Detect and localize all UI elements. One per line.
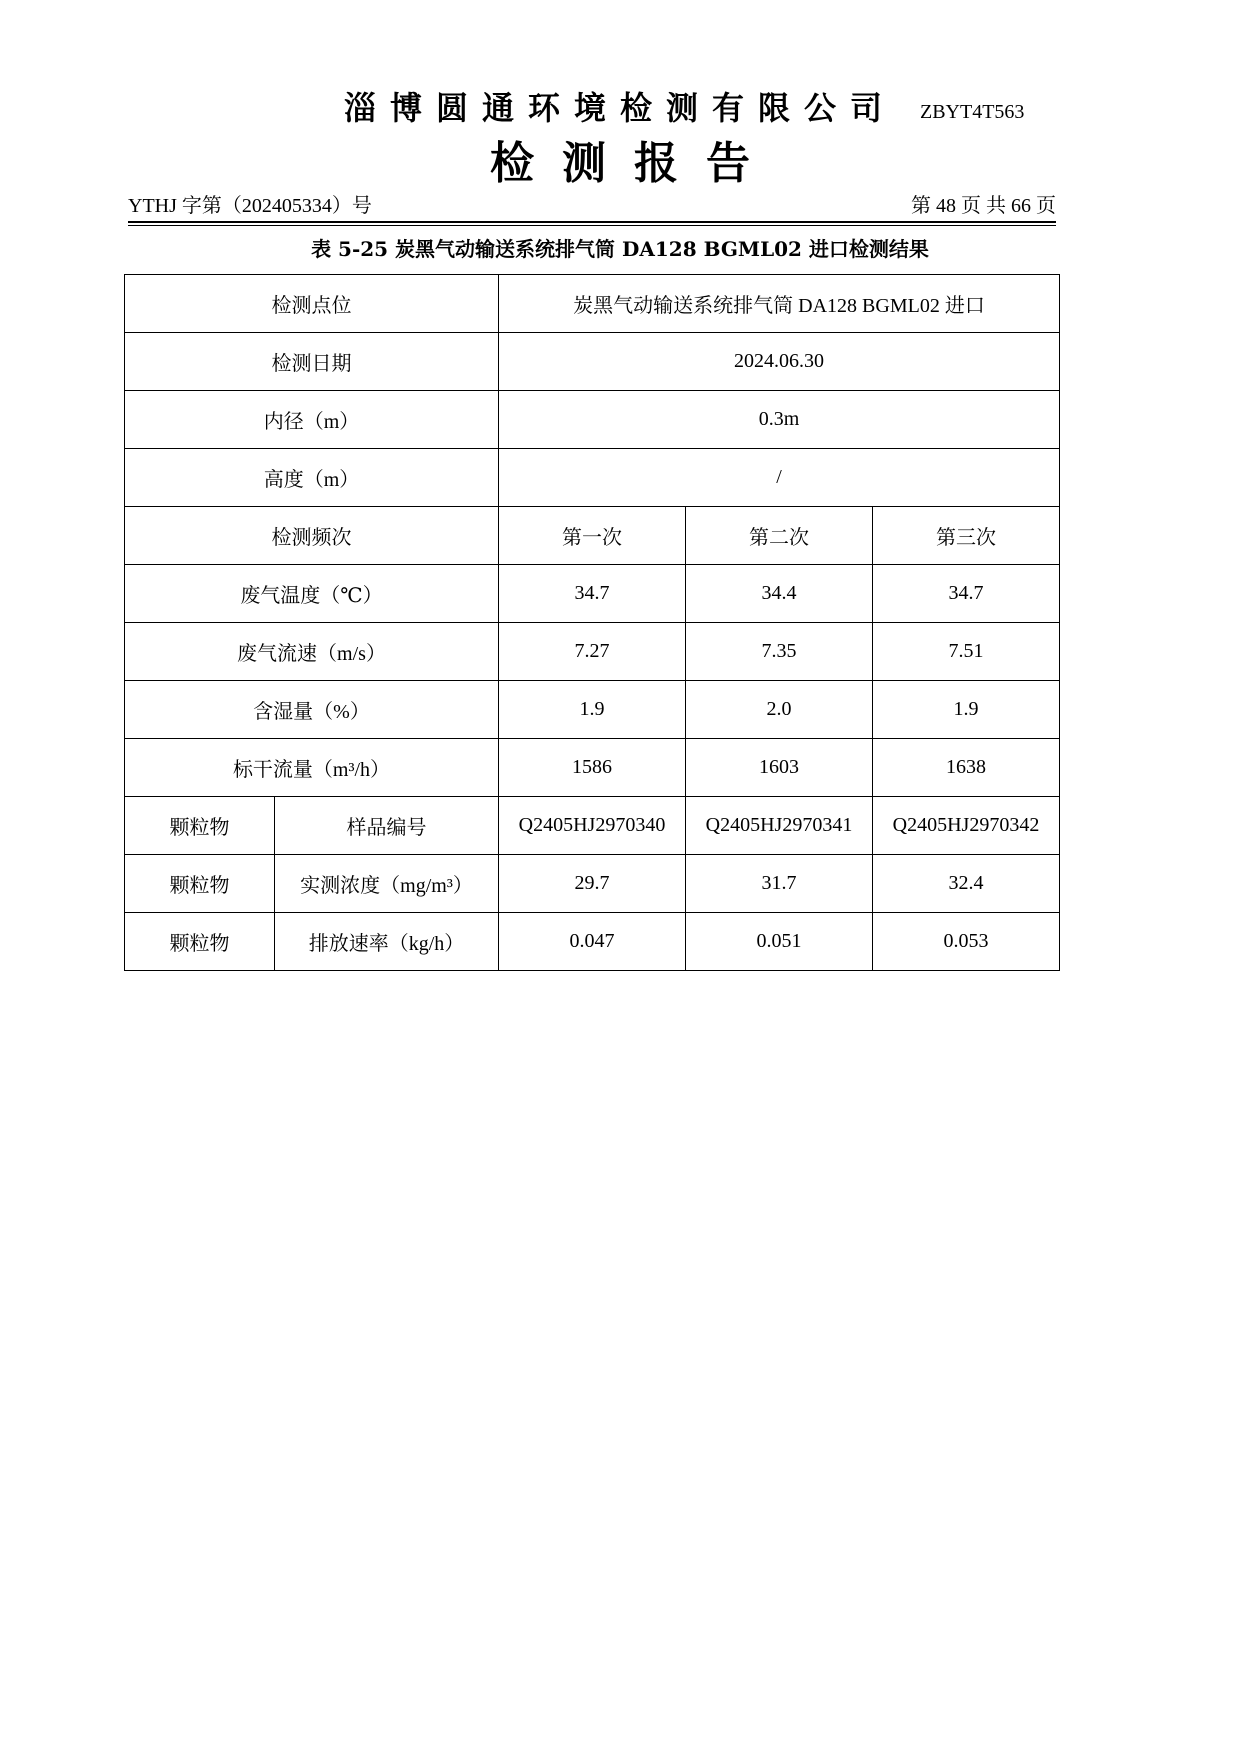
table-cell: 1.9 [873,681,1060,739]
diameter-label: 内径（m） [125,391,499,449]
table-row [125,275,1060,333]
table-cell: 2.0 [686,681,873,739]
moisture-label: 含湿量（%） [125,681,499,739]
table-cell: 1638 [873,739,1060,797]
table-cell: 0.053 [873,913,1060,971]
table-row [125,623,1060,681]
table-row [125,913,1060,971]
frequency-3: 第三次 [873,507,1060,565]
table-row [125,739,1060,797]
emission-rate-label: 排放速率（kg/h） [275,913,499,971]
table-cell: 7.27 [499,623,686,681]
table-cell: 1586 [499,739,686,797]
particulate-group-label: 颗粒物 [125,797,275,855]
height-value: / [499,449,1060,507]
table-row [125,565,1060,623]
table-row [125,507,1060,565]
table-cell: 32.4 [873,855,1060,913]
table-row [125,391,1060,449]
concentration-label: 实测浓度（mg/m³） [275,855,499,913]
table-row [125,855,1060,913]
table-row [125,797,1060,855]
table-cell: Q2405HJ2970342 [873,797,1060,855]
table-cell: 34.4 [686,565,873,623]
table-cell: 1603 [686,739,873,797]
table-cell: 0.051 [686,913,873,971]
header-rule-thick [128,221,1056,223]
table-cell: 7.35 [686,623,873,681]
flow-velocity-label: 废气流速（m/s） [125,623,499,681]
frequency-1: 第一次 [499,507,686,565]
table-row [125,449,1060,507]
header-rule-thin [128,225,1056,226]
company-name: 淄博圆通环境检测有限公司 [343,89,896,127]
date-value: 2024.06.30 [499,333,1060,391]
table-cell: 34.7 [499,565,686,623]
table-cell: 31.7 [686,855,873,913]
table-cell: Q2405HJ2970340 [499,797,686,855]
date-label: 检测日期 [125,333,499,391]
table-cell: 0.047 [499,913,686,971]
particulate-group-label: 颗粒物 [125,913,275,971]
report-title: 检测报告 [490,138,778,189]
diameter-value: 0.3m [499,391,1060,449]
table-caption: 表 5-25 炭黑气动输送系统排气筒 DA128 BGML02 进口检测结果 [311,237,929,261]
table-cell: Q2405HJ2970341 [686,797,873,855]
dry-flow-label: 标干流量（m³/h） [125,739,499,797]
frequency-2: 第二次 [686,507,873,565]
table-cell: 34.7 [873,565,1060,623]
report-number: YTHJ 字第（202405334）号 [128,195,372,217]
particulate-group-label: 颗粒物 [125,855,275,913]
table-cell: 1.9 [499,681,686,739]
table-cell: 7.51 [873,623,1060,681]
location-label: 检测点位 [125,275,499,333]
page-info: 第 48 页 共 66 页 [911,195,1056,217]
location-value: 炭黑气动输送系统排气筒 DA128 BGML02 进口 [499,275,1060,333]
table-row [125,333,1060,391]
report-meta-line [128,194,1056,218]
sample-id-label: 样品编号 [275,797,499,855]
frequency-label: 检测频次 [125,507,499,565]
height-label: 高度（m） [125,449,499,507]
table-cell: 29.7 [499,855,686,913]
results-table [124,274,1060,971]
report-code: ZBYT4T563 [920,101,1025,123]
table-row [125,681,1060,739]
temperature-label: 废气温度（℃） [125,565,499,623]
